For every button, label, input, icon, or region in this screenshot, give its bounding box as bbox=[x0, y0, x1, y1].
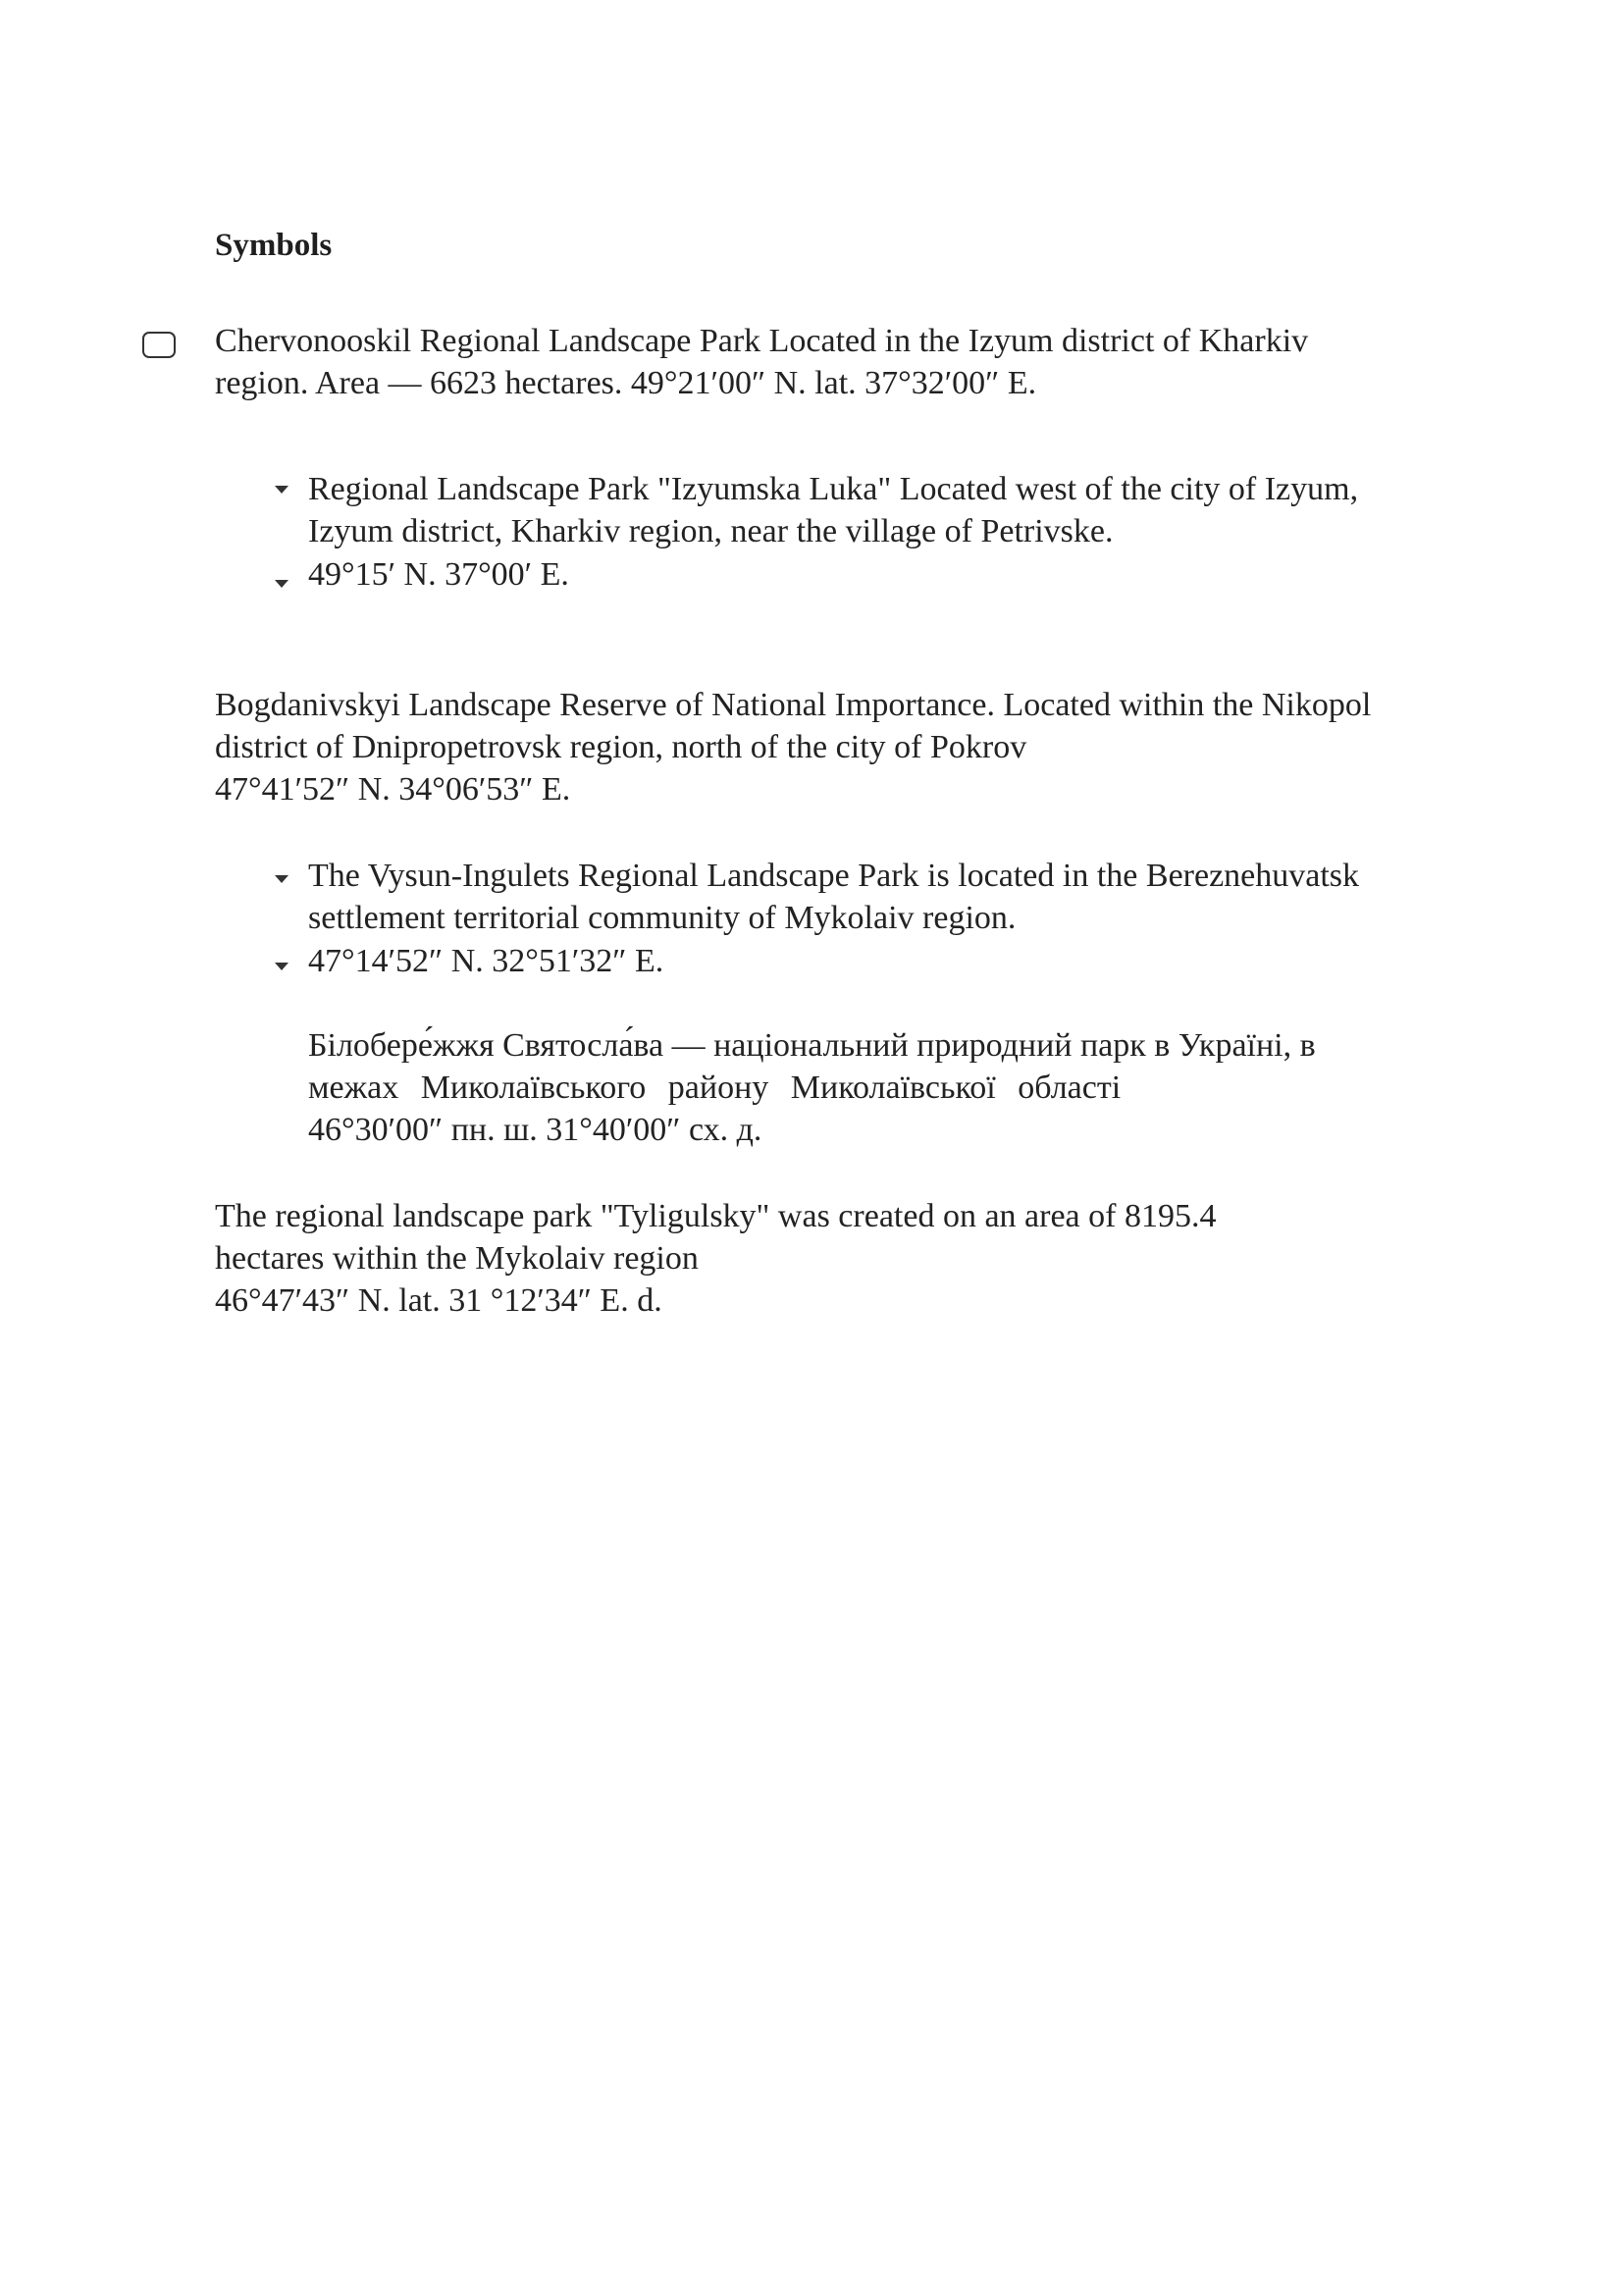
arrow-down-bullet-icon bbox=[275, 486, 288, 494]
paragraph-line: Білобере́жжя Святосла́ва — національний природний парк в Україні, в bbox=[308, 1027, 1316, 1064]
arrow-down-bullet-icon bbox=[275, 963, 288, 970]
arrow-down-bullet-icon bbox=[275, 580, 288, 588]
coords-text: 49°15′ N. 37°00′ E. bbox=[308, 556, 569, 593]
list-item-line: The Vysun-Ingulets Regional Landscape Park is located in the Bereznehuvatsk bbox=[308, 858, 1360, 894]
paragraph-tyligulsky bbox=[215, 1195, 1216, 1322]
paragraph-line: hectares within the Mykolaiv region bbox=[215, 1240, 699, 1277]
list-item-vysun-coords bbox=[308, 940, 663, 982]
list-item-line: Regional Landscape Park "Izyumska Luka" Located west of the city of Izyum, bbox=[308, 471, 1359, 507]
arrow-down-bullet-icon bbox=[275, 875, 288, 883]
paragraph-line: district of Dnipropetrovsk region, north of the city of Pokrov bbox=[215, 729, 1027, 765]
paragraph-line: 46°30′00″ пн. ш. 31°40′00″ сх. д. bbox=[308, 1112, 762, 1148]
legend-line: Chervonooskil Regional Landscape Park Located in the Izyum district of Kharkiv bbox=[215, 323, 1309, 359]
list-item-vysun bbox=[308, 855, 1359, 939]
checkbox-outline-icon[interactable] bbox=[142, 332, 176, 358]
list-item-line: Izyum district, Kharkiv region, near the village of Petrivske. bbox=[308, 513, 1114, 549]
paragraph-line: Bogdanivskyi Landscape Reserve of National Importance. Located within the Nikopol bbox=[215, 687, 1372, 723]
list-item-izyumska bbox=[308, 468, 1358, 552]
page-title: Symbols bbox=[215, 228, 333, 263]
paragraph-line: The regional landscape park "Tyligulsky" was created on an area of 8195.4 bbox=[215, 1198, 1217, 1234]
list-item-izyumska-coords bbox=[308, 553, 569, 596]
coords-text: 47°14′52″ N. 32°51′32″ E. bbox=[308, 943, 664, 979]
legend-item-chervonooskil bbox=[215, 320, 1308, 404]
paragraph-bogdanivskyi bbox=[215, 684, 1371, 810]
list-item-line: settlement territorial community of Mykolaiv region. bbox=[308, 900, 1017, 936]
paragraph-line: межах Миколаївського району Миколаївської області bbox=[308, 1070, 1122, 1106]
paragraph-line: 46°47′43″ N. lat. 31 °12′34″ E. d. bbox=[215, 1282, 662, 1319]
paragraph-line: 47°41′52″ N. 34°06′53″ E. bbox=[215, 771, 571, 808]
legend-line: region. Area — 6623 hectares. 49°21′00″ N. lat. 37°32′00″ E. bbox=[215, 365, 1037, 401]
paragraph-biloberezhzhia bbox=[308, 1024, 1316, 1151]
